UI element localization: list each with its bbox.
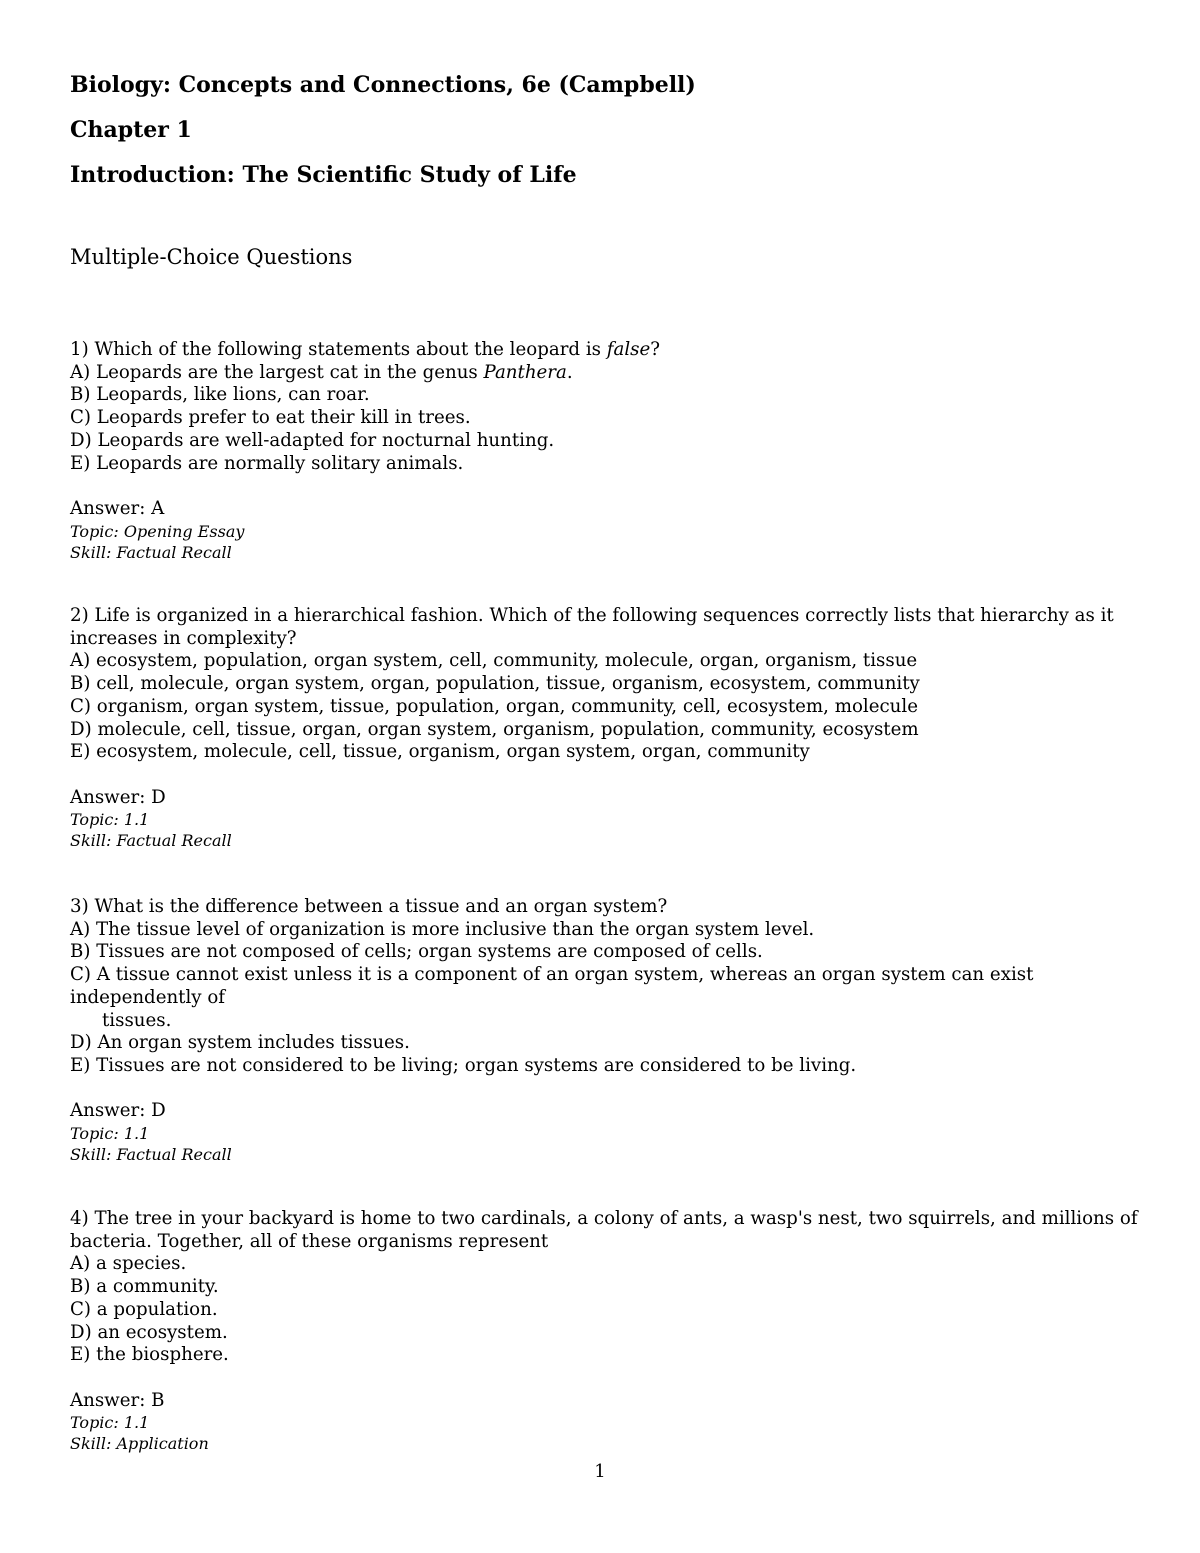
choice-e: E) ecosystem, molecule, cell, tissue, organism, organ system, organ, community — [70, 741, 810, 763]
emphasis-text: false — [606, 339, 651, 360]
choice-d: D) An organ system includes tissues. — [70, 1032, 410, 1054]
skill: Skill: Factual Recall — [70, 831, 232, 851]
answer: Answer: D — [70, 1100, 166, 1122]
answer: Answer: B — [70, 1389, 165, 1411]
question-stem: 2) Life is organized in a hierarchical fashion. Which of the following sequences correctly lists that hierarchy as it increases in complexity? — [70, 605, 1114, 649]
choice-a: A) Leopards are the largest cat in the genus Panthera. — [70, 361, 573, 383]
choice-b: B) Leopards, like lions, can roar. — [70, 384, 370, 406]
choice-b: B) a community. — [70, 1276, 219, 1298]
question-stem: 4) The tree in your backyard is home to two cardinals, a colony of ants, a wasp's nest, two squirrels, and millions of bacteria. Together, all of these organisms represent — [70, 1208, 1138, 1252]
question-4 — [70, 1208, 1150, 1454]
choice-c: C) a population. — [70, 1298, 218, 1320]
answer: Answer: A — [70, 497, 165, 519]
choice-e: E) Leopards are normally solitary animals. — [70, 452, 464, 474]
question-1 — [70, 339, 1150, 563]
choice-a: A) ecosystem, population, organ system, cell, community, molecule, organ, organism, tissue — [70, 650, 918, 672]
answer: Answer: D — [70, 786, 166, 808]
question-stem: 1) Which of the following statements about the leopard is false? — [70, 339, 661, 360]
choice-c: C) organism, organ system, tissue, population, organ, community, cell, ecosystem, molecule — [70, 695, 918, 717]
chapter-title: Introduction: The Scientific Study of Life — [70, 162, 577, 188]
choice-b: B) Tissues are not composed of cells; organ systems are composed of cells. — [70, 941, 763, 963]
section-heading: Multiple-Choice Questions — [70, 245, 353, 269]
topic: Topic: Opening Essay — [70, 521, 245, 541]
question-stem: 3) What is the difference between a tissue and an organ system? — [70, 896, 668, 917]
topic: Topic: 1.1 — [70, 1413, 150, 1433]
choice-e: E) Tissues are not considered to be living; organ systems are considered to be living. — [70, 1054, 857, 1076]
question-2 — [70, 605, 1150, 851]
topic: Topic: 1.1 — [70, 810, 150, 830]
choice-b: B) cell, molecule, organ system, organ, population, tissue, organism, ecosystem, community — [70, 673, 920, 695]
skill: Skill: Application — [70, 1434, 209, 1454]
question-3 — [70, 896, 1150, 1165]
choice-d: D) Leopards are well-adapted for nocturnal hunting. — [70, 429, 555, 451]
book-title: Biology: Concepts and Connections, 6e (Campbell) — [70, 72, 696, 98]
skill: Skill: Factual Recall — [70, 1145, 232, 1165]
choice-c-continuation: tissues. — [102, 1009, 172, 1031]
choice-e: E) the biosphere. — [70, 1344, 229, 1366]
choice-c: C) A tissue cannot exist unless it is a component of an organ system, whereas an organ system can exist independently of — [70, 964, 1034, 1008]
choice-a: A) a species. — [70, 1253, 187, 1275]
choice-c: C) Leopards prefer to eat their kill in trees. — [70, 407, 471, 429]
topic: Topic: 1.1 — [70, 1124, 150, 1144]
emphasis-text: Panthera — [483, 361, 567, 383]
choice-a: A) The tissue level of organization is more inclusive than the organ system level. — [70, 918, 815, 940]
choice-d: D) an ecosystem. — [70, 1321, 228, 1343]
skill: Skill: Factual Recall — [70, 542, 232, 562]
page-number: 1 — [594, 1461, 606, 1482]
choice-d: D) molecule, cell, tissue, organ, organ system, organism, population, community, ecosystem — [70, 718, 919, 740]
chapter-heading: Chapter 1 — [70, 117, 192, 143]
